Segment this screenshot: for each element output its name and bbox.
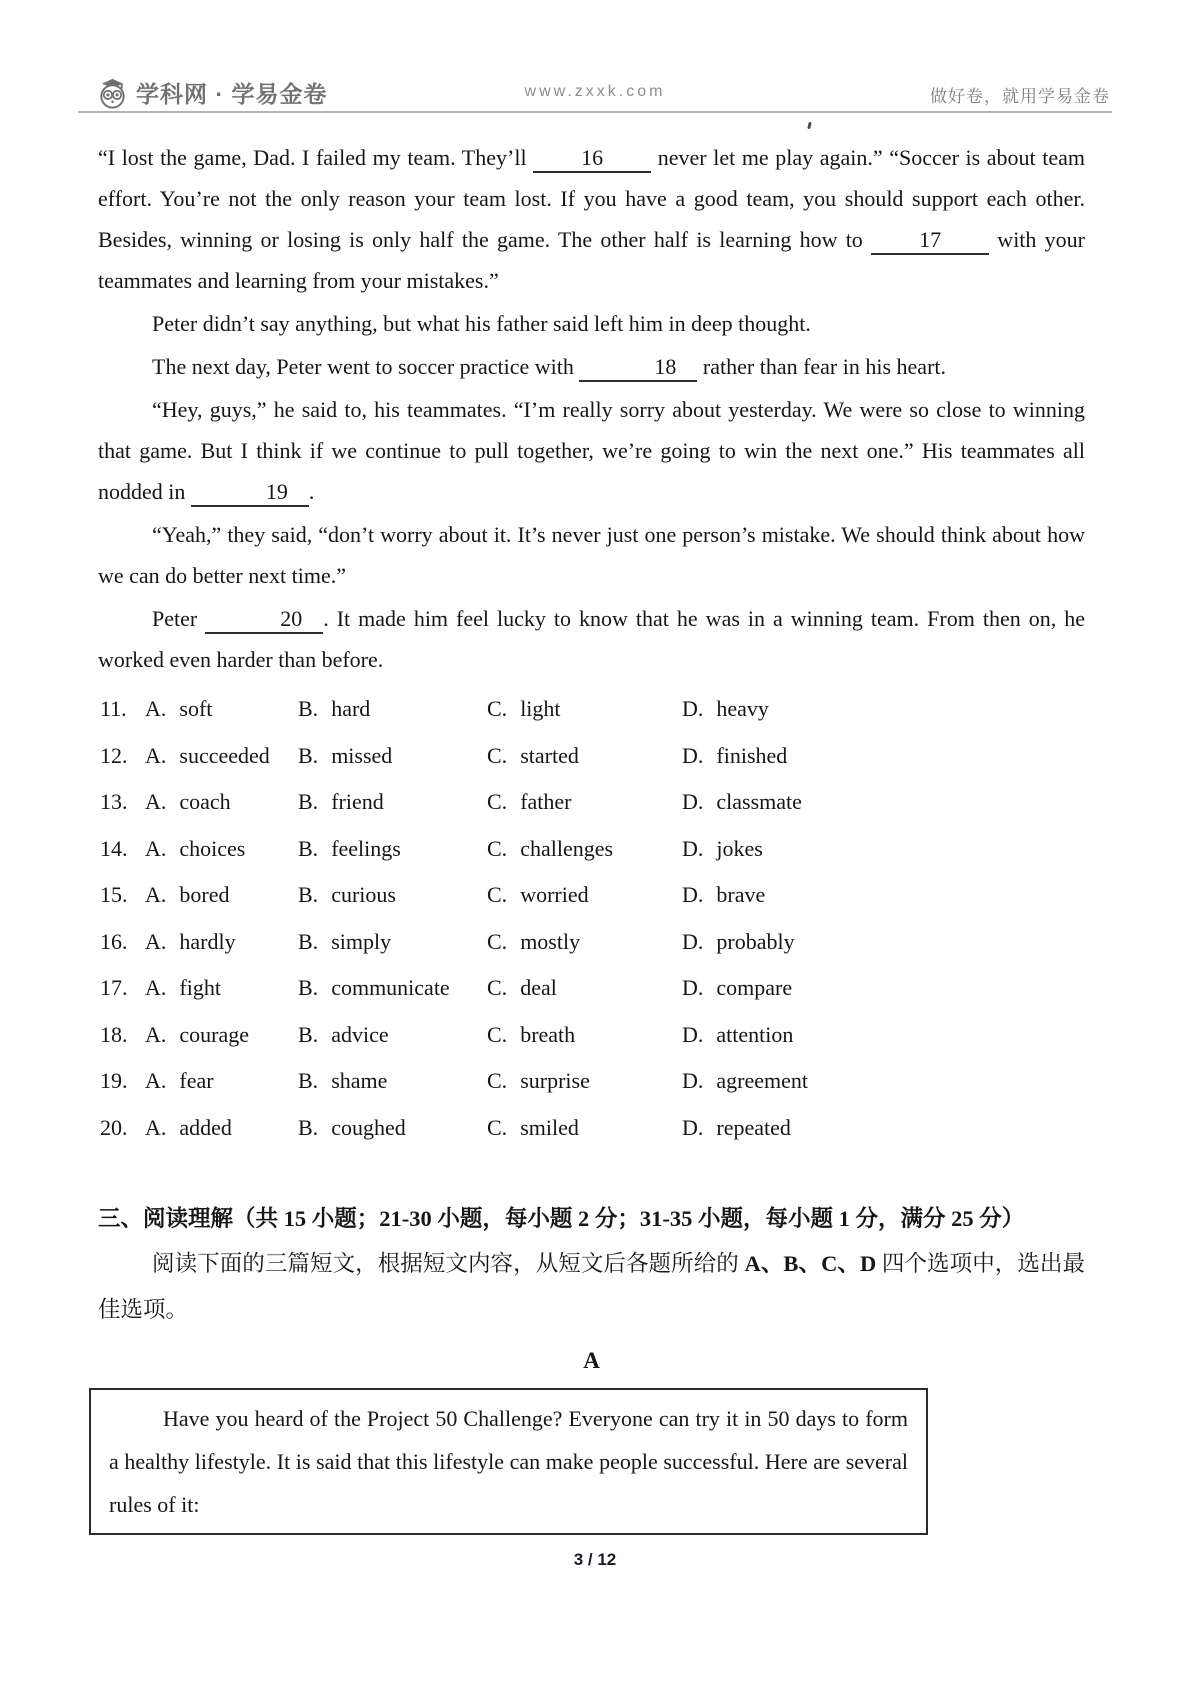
option-text: coughed — [331, 1114, 406, 1140]
option-b — [298, 1022, 487, 1048]
option-a — [145, 1022, 298, 1048]
blank-17: 17 — [871, 227, 989, 255]
option-text: hard — [331, 696, 371, 722]
passage-paragraph: “I lost the game, Dad. I failed my team. They’ll 16 never let me play again.” “Soccer is about team effort. You’re not the only reason your team lost. If you have a good team, you should support each other. Besides, winning or losing is only half the game. The other half is learning how to 17 with your teammates and learning from your mistakes.” — [98, 145, 1085, 293]
option-d — [682, 1115, 1085, 1141]
page-footer — [0, 1550, 1190, 1570]
option-text: advice — [331, 1021, 389, 1047]
option-letter: A. — [145, 835, 167, 861]
option-text: brave — [716, 882, 766, 908]
option-text: missed — [331, 742, 393, 768]
option-text: jokes — [716, 835, 763, 861]
option-text: succeeded — [179, 742, 270, 768]
option-text: light — [520, 696, 561, 722]
option-d — [682, 836, 1085, 862]
option-letter: C. — [487, 789, 508, 815]
option-text: mostly — [520, 928, 581, 954]
option-letter: C. — [487, 696, 508, 722]
reading-passage-text: Have you heard of the Project 50 Challenge? Everyone can try it in 50 days to form a healthy lifestyle. It is said that this lifestyle can make people successful. Here are several rules of it: — [109, 1406, 908, 1517]
option-text: started — [520, 742, 579, 768]
question-number: 16. — [100, 928, 128, 954]
logo-text: 学科网 · 学易金卷 — [136, 81, 328, 107]
option-letter: A. — [145, 1114, 167, 1140]
question-number: 18. — [100, 1021, 128, 1047]
passage-paragraph: The next day, Peter went to soccer practice with 18 rather than fear in his heart. — [98, 346, 1085, 387]
option-letter: C. — [487, 882, 508, 908]
option-a — [145, 929, 298, 955]
option-c — [487, 789, 682, 815]
option-a — [145, 836, 298, 862]
option-text: feelings — [331, 835, 401, 861]
option-text: fight — [179, 975, 221, 1001]
option-d — [682, 929, 1085, 955]
stray-ink-mark — [807, 122, 812, 130]
option-text: added — [179, 1114, 232, 1140]
passage-paragraph: “Yeah,” they said, “don’t worry about it. It’s never just one person’s mistake. We should think about how we can do better next time.” — [98, 522, 1085, 588]
option-c — [487, 743, 682, 769]
header-rule — [78, 111, 1112, 113]
option-letter: C. — [487, 928, 508, 954]
option-d — [682, 696, 1085, 722]
option-letter: C. — [487, 1068, 508, 1094]
option-text: coach — [179, 789, 231, 815]
option-text: breath — [520, 1021, 576, 1047]
option-b — [298, 1068, 487, 1094]
question-row-14 — [100, 826, 1085, 873]
option-text: classmate — [716, 789, 802, 815]
question-row-13 — [100, 779, 1085, 826]
option-letter: D. — [682, 835, 704, 861]
question-number: 15. — [100, 882, 128, 908]
question-row-20 — [100, 1105, 1085, 1152]
question-row-12 — [100, 733, 1085, 780]
option-text: heavy — [716, 696, 769, 722]
question-row-18 — [100, 1012, 1085, 1059]
option-letter: B. — [298, 835, 319, 861]
option-letter: A. — [145, 882, 167, 908]
reading-passage-label: A — [583, 1348, 600, 1373]
option-letter: C. — [487, 835, 508, 861]
option-c — [487, 929, 682, 955]
option-letter: B. — [298, 696, 319, 722]
option-d — [682, 882, 1085, 908]
question-row-11 — [100, 686, 1085, 733]
passage-paragraph: “Hey, guys,” he said to, his teammates. “I’m really sorry about yesterday. We were so close to winning that game. But I think if we continue to pull together, we’re going to win the next one.” His teammates all nodded in 19 . — [98, 389, 1085, 512]
option-a — [145, 1068, 298, 1094]
option-text: hardly — [179, 928, 236, 954]
option-text: repeated — [716, 1114, 791, 1140]
option-letter: A. — [145, 1068, 167, 1094]
question-number: 13. — [100, 789, 128, 815]
option-d — [682, 1022, 1085, 1048]
option-letter: C. — [487, 742, 508, 768]
option-b — [298, 929, 487, 955]
option-a — [145, 882, 298, 908]
option-letter: A. — [145, 975, 167, 1001]
passage-paragraph: Peter didn’t say anything, but what his father said left him in deep thought. — [152, 311, 811, 336]
option-text: shame — [331, 1068, 388, 1094]
option-text: father — [520, 789, 572, 815]
option-text: deal — [520, 975, 557, 1001]
option-text: fear — [179, 1068, 214, 1094]
blank-16: 16 — [533, 145, 651, 173]
option-b — [298, 1115, 487, 1141]
option-letter: A. — [145, 696, 167, 722]
option-text: curious — [331, 882, 396, 908]
option-letter: B. — [298, 975, 319, 1001]
instruction-text-end: 四个选项中，选出最佳选项。 — [98, 1251, 1085, 1322]
option-text: communicate — [331, 975, 450, 1001]
option-letter: A. — [145, 742, 167, 768]
instruction-option-letters: A、B、C、D — [744, 1251, 877, 1276]
option-b — [298, 743, 487, 769]
question-row-16 — [100, 919, 1085, 966]
question-number: 17. — [100, 975, 128, 1001]
reading-passage-box — [89, 1388, 928, 1535]
option-letter: D. — [682, 696, 704, 722]
instruction-text: 阅读下面的三篇短文，根据短文内容，从短文后各题所给的 — [152, 1251, 745, 1276]
option-letter: D. — [682, 1021, 704, 1047]
header-url: www.zxxk.com — [524, 83, 666, 100]
question-number: 19. — [100, 1068, 128, 1094]
page-header — [78, 74, 1112, 112]
option-text: probably — [716, 928, 795, 954]
option-text: friend — [331, 789, 384, 815]
option-letter: D. — [682, 742, 704, 768]
option-letter: A. — [145, 789, 167, 815]
page-number: 3 / 12 — [573, 1550, 617, 1569]
option-a — [145, 1115, 298, 1141]
option-text: simply — [331, 928, 392, 954]
option-letter: B. — [298, 928, 319, 954]
option-letter: A. — [145, 1021, 167, 1047]
question-row-19 — [100, 1058, 1085, 1105]
blank-18: 18 — [579, 354, 697, 382]
option-letter: B. — [298, 1021, 319, 1047]
question-row-15 — [100, 872, 1085, 919]
question-row-17 — [100, 965, 1085, 1012]
option-b — [298, 789, 487, 815]
option-a — [145, 975, 298, 1001]
blank-20: 20 — [205, 606, 323, 634]
blank-19: 19 — [191, 479, 309, 507]
option-b — [298, 882, 487, 908]
option-d — [682, 975, 1085, 1001]
option-c — [487, 1068, 682, 1094]
option-text: choices — [179, 835, 246, 861]
option-c — [487, 696, 682, 722]
passage-paragraph: Peter 20 . It made him feel lucky to know that he was in a winning team. From then on, he worked even harder than before. — [98, 606, 1085, 672]
option-text: challenges — [520, 835, 614, 861]
option-c — [487, 882, 682, 908]
option-letter: D. — [682, 1114, 704, 1140]
option-letter: B. — [298, 882, 319, 908]
option-letter: B. — [298, 1068, 319, 1094]
option-a — [145, 789, 298, 815]
option-letter: D. — [682, 882, 704, 908]
option-c — [487, 1022, 682, 1048]
option-b — [298, 975, 487, 1001]
section-instruction — [98, 1241, 1085, 1333]
cloze-passage — [98, 137, 1085, 680]
option-text: worried — [520, 882, 589, 908]
option-c — [487, 975, 682, 1001]
page-body — [98, 137, 1085, 1535]
question-number: 12. — [100, 742, 128, 768]
option-b — [298, 696, 487, 722]
option-text: courage — [179, 1021, 250, 1047]
option-letter: D. — [682, 975, 704, 1001]
option-letter: C. — [487, 975, 508, 1001]
option-b — [298, 836, 487, 862]
option-letter: B. — [298, 742, 319, 768]
option-d — [682, 789, 1085, 815]
option-text: finished — [716, 742, 788, 768]
question-number: 14. — [100, 835, 128, 861]
option-text: attention — [716, 1021, 794, 1047]
option-text: bored — [179, 882, 230, 908]
option-letter: B. — [298, 1114, 319, 1140]
option-d — [682, 1068, 1085, 1094]
option-text: smiled — [520, 1114, 579, 1140]
option-c — [487, 1115, 682, 1141]
option-text: soft — [179, 696, 213, 722]
option-letter: D. — [682, 789, 704, 815]
section-heading: 三、阅读理解（共 15 小题；21-30 小题，每小题 2 分；31-35 小题，每小题 1 分，满分 25 分） — [98, 1206, 1025, 1231]
option-letter: D. — [682, 928, 704, 954]
option-text: compare — [716, 975, 793, 1001]
option-d — [682, 743, 1085, 769]
option-a — [145, 743, 298, 769]
option-letter: D. — [682, 1068, 704, 1094]
option-letter: A. — [145, 928, 167, 954]
option-c — [487, 836, 682, 862]
option-letter: C. — [487, 1114, 508, 1140]
option-text: surprise — [520, 1068, 590, 1094]
option-letter: C. — [487, 1021, 508, 1047]
question-number: 11. — [100, 696, 127, 722]
header-slogan: 做好卷，就用学易金卷 — [930, 87, 1110, 106]
cloze-options — [98, 686, 1085, 1151]
option-letter: B. — [298, 789, 319, 815]
question-number: 20. — [100, 1114, 128, 1140]
option-text: agreement — [716, 1068, 808, 1094]
option-a — [145, 696, 298, 722]
